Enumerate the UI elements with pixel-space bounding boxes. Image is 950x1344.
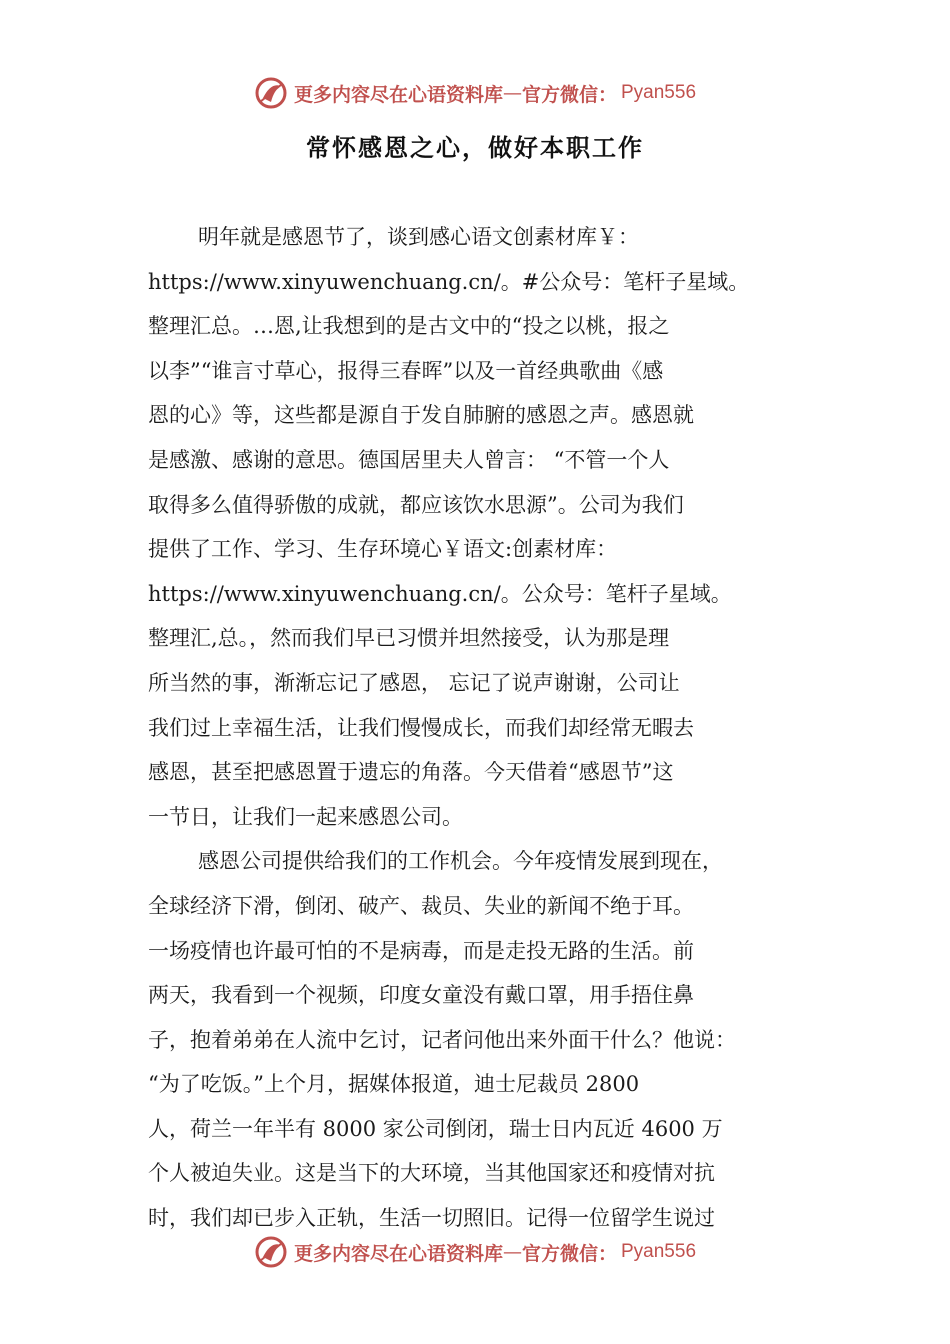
- banner-label: 官方微信：: [521, 83, 617, 106]
- text-line: 全球经济下滑，倒闭、破产、裁员、失业的新闻不绝于耳。: [148, 893, 694, 918]
- banner-separator: —: [502, 82, 522, 104]
- text-line: 子，抱着弟弟在人流中乞讨，记者问他出来外面干什么？他说：: [148, 1027, 736, 1052]
- banner-text: 更多内容尽在心语资料库: [293, 83, 503, 106]
- text-line: 个人被迫失业。这是当下的大环境，当其他国家还和疫情对抗: [148, 1161, 715, 1186]
- text-line: 一节日，让我们一起来感恩公司。: [148, 804, 463, 829]
- text-line: 两天，我看到一个视频，印度女童没有戴口罩，用手捂住鼻: [148, 983, 694, 1008]
- text-line: 提供了工作、学习、生存环境心￥语文:创素材库：: [148, 537, 618, 562]
- text-line: 时，我们却已步入正轨，生活一切照旧。记得一位留学生说过: [148, 1206, 715, 1231]
- text-line: 一场疫情也许最可怕的不是病毒，而是走投无路的生活。前: [148, 938, 694, 963]
- text-line: 所当然的事，渐渐忘记了感恩， 忘记了说声谢谢，公司让: [148, 670, 680, 695]
- banner-label: 官方微信：: [521, 1242, 617, 1265]
- banner-contact: Pyan556: [621, 82, 697, 103]
- text-line: https://www.xinyuwenchuang.cn/。#公众号：笔杆子星域。: [148, 269, 750, 294]
- brand-logo-icon: [254, 76, 288, 110]
- text-line: 以李”“谁言寸草心，报得三春晖”以及一首经典歌曲《感: [148, 358, 664, 383]
- text-line: 人，荷兰一年半有 8000 家公司倒闭，瑞士日内瓦近 4600 万: [148, 1116, 723, 1141]
- banner-text: 更多内容尽在心语资料库: [293, 1242, 503, 1265]
- text-line: 感恩公司提供给我们的工作机会。今年疫情发展到现在，: [198, 849, 723, 874]
- text-line: https://www.xinyuwenchuang.cn/。公众号：笔杆子星域。: [148, 581, 732, 606]
- header-banner: [0, 73, 950, 113]
- text-line: 感恩，甚至把感恩置于遗忘的角落。今天借着“感恩节”这: [148, 760, 674, 785]
- text-line: 恩的心》等，这些都是源自于发自肺腑的感恩之声。感恩就: [148, 403, 694, 428]
- text-line: 明年就是感恩节了，谈到感心语文创素材库￥：: [198, 225, 639, 249]
- text-line: 是感激、感谢的意思。德国居里夫人曾言： “不管一个人: [148, 447, 670, 472]
- footer-banner: [0, 1232, 950, 1272]
- text-line: 我们过上幸福生活，让我们慢慢成长，而我们却经常无暇去: [148, 715, 694, 740]
- brand-logo-icon: [254, 1235, 288, 1269]
- text-line: “为了吃饭。”上个月，据媒体报道，迪士尼裁员 2800: [148, 1072, 640, 1097]
- banner-contact: Pyan556: [621, 1241, 697, 1262]
- document-title: 常怀感恩之心，做好本职工作: [306, 133, 644, 162]
- text-line: 整理汇总。…恩,让我想到的是古文中的“投之以桃，报之: [148, 314, 670, 339]
- text-line: 整理汇,总。，然而我们早已习惯并坦然接受，认为那是理: [148, 626, 670, 651]
- document-body: [148, 215, 828, 1241]
- banner-separator: —: [502, 1241, 522, 1263]
- text-line: 取得多么值得骄傲的成就，都应该饮水思源”。公司为我们: [148, 492, 684, 517]
